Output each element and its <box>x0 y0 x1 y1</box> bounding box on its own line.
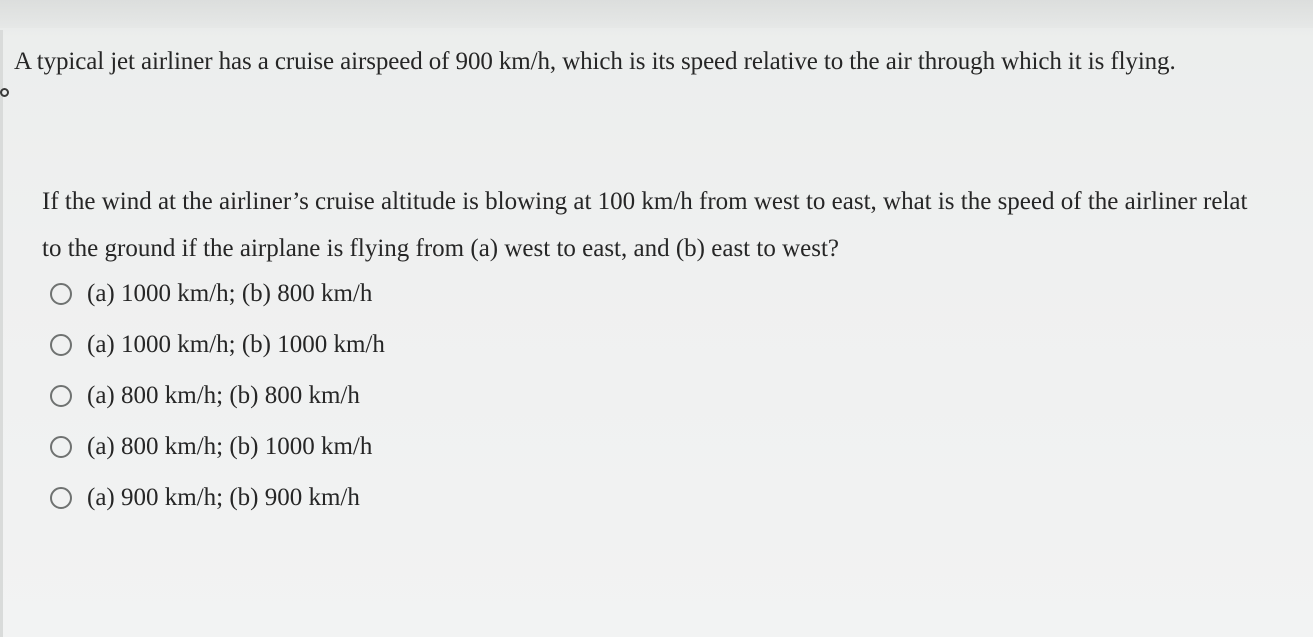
answer-option-label: (a) 1000 km/h; (b) 800 km/h <box>87 279 373 307</box>
radio-button-icon[interactable] <box>50 385 72 407</box>
question-line-1: If the wind at the airliner’s cruise altitude is blowing at 100 km/h from west to east, what is the speed of the airliner relat <box>42 188 1248 215</box>
radio-button-icon[interactable] <box>50 283 72 305</box>
answer-option-label: (a) 900 km/h; (b) 900 km/h <box>87 483 360 511</box>
answer-option-d[interactable] <box>50 421 385 472</box>
answer-option-label: (a) 800 km/h; (b) 1000 km/h <box>87 432 373 460</box>
answer-option-label: (a) 1000 km/h; (b) 1000 km/h <box>87 330 385 358</box>
radio-button-icon[interactable] <box>50 334 72 356</box>
answer-options <box>50 268 385 523</box>
radio-button-icon[interactable] <box>50 487 72 509</box>
question-intro: A typical jet airliner has a cruise airspeed of 900 km/h, which is its speed relative to the air through which it is flying. <box>14 48 1176 75</box>
answer-option-b[interactable] <box>50 319 385 370</box>
top-strip <box>0 0 1313 28</box>
question-prompt <box>42 178 1313 272</box>
question-bullet-icon <box>0 88 9 97</box>
answer-option-label: (a) 800 km/h; (b) 800 km/h <box>87 381 360 409</box>
answer-option-c[interactable] <box>50 370 385 421</box>
answer-option-e[interactable] <box>50 472 385 523</box>
question-line-2: to the ground if the airplane is flying from (a) west to east, and (b) east to west? <box>42 235 839 262</box>
radio-button-icon[interactable] <box>50 436 72 458</box>
answer-option-a[interactable] <box>50 268 385 319</box>
